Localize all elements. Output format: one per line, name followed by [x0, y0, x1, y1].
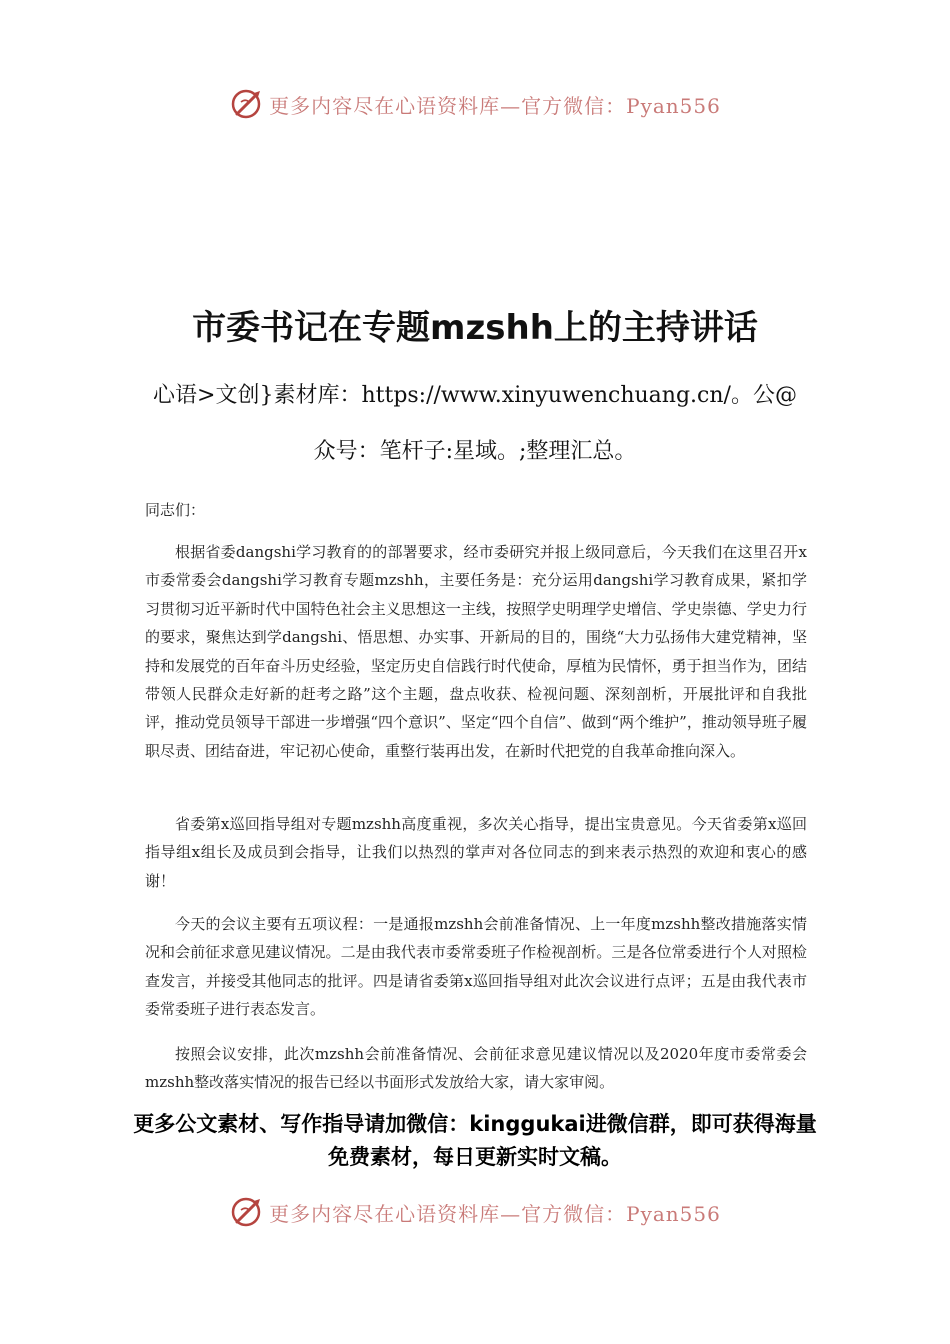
paragraph-4 — [145, 1040, 807, 1097]
page-title: 市委书记在专题mzshh上的主持讲话 — [192, 308, 758, 348]
subtitle-line-2: 众号：笔杆子:星域。;整理汇总。 — [313, 439, 637, 464]
paragraph-text: 根据省委dangshi学习教育的的部署要求，经市委研究并报上级同意后，今天我们在这里召开x市委常委会dangshi学习教育专题mzshh，主要任务是：充分运用dangshi学习教育成果，紧扣学习贯彻习近平新时代中国特色社会主义思想这一主线，按照学史明理学史增信、学史崇德、学史力行的要求，聚焦达到学dangshi、悟思想、办实事、开新局的目的，围绕“大力弘扬伟大建党精神，坚持和发展党的百年奋斗历史经验，坚定历史自信践行时代使命，厚植为民情怀，勇于担当作为，团结带领人民群众走好新的赶考之路”这个主题，盘点收获、检视问题、深刻剖析，开展批评和自我批评，推动党员领导干部进一步增强“四个意识”、坚定“四个自信”、做到“两个维护”，推动领导班子履职尽责、团结奋进，牢记初心使命，重整行装再出发，在新时代把党的自我革命推向深入。 — [145, 543, 807, 760]
header-banner — [0, 82, 950, 126]
greeting: 同志们： — [145, 501, 206, 519]
paragraph-text: 今天的会议主要有五项议程：一是通报mzshh会前准备情况、上一年度mzshh整改措施落实情况和会前征求意见建议情况。二是由我代表市委常委班子作检视剖析。三是各位常委进行个人对照检查发言，并接受其他同志的批评。四是请省委第x巡回指导组对此次会议进行点评；五是由我代表市委常委班子进行表态发言。 — [145, 915, 807, 1019]
promo-text: 更多公文素材、写作指导请加微信：kinggukai进微信群，即可获得海量免费素材，每日更新实时文稿。 — [133, 1112, 817, 1169]
banner-text: 更多内容尽在心语资料库—官方微信：Pyan556 — [269, 93, 721, 118]
paragraph-text: 省委第x巡回指导组对专题mzshh高度重视，多次关心指导，提出宝贵意见。今天省委第x巡回指导组x组长及成员到会指导，让我们以热烈的掌声对各位同志的到来表示热烈的欢迎和衷心的感谢！ — [145, 815, 807, 890]
paragraph-2 — [145, 810, 807, 895]
banner-text: 更多内容尽在心语资料库—官方微信：Pyan556 — [269, 1201, 721, 1226]
logo-icon — [229, 86, 265, 122]
footer-banner — [0, 1190, 950, 1234]
paragraph-1 — [145, 538, 807, 765]
logo-icon — [229, 1194, 265, 1230]
subtitle-line-1: 心语>文创}素材库：https://www.xinyuwenchuang.cn/。公@ — [153, 383, 797, 408]
paragraph-3 — [145, 910, 807, 1024]
paragraph-text: 按照会议安排，此次mzshh会前准备情况、会前征求意见建议情况以及2020年度市委常委会mzshh整改落实情况的报告已经以书面形式发放给大家，请大家审阅。 — [145, 1045, 807, 1092]
